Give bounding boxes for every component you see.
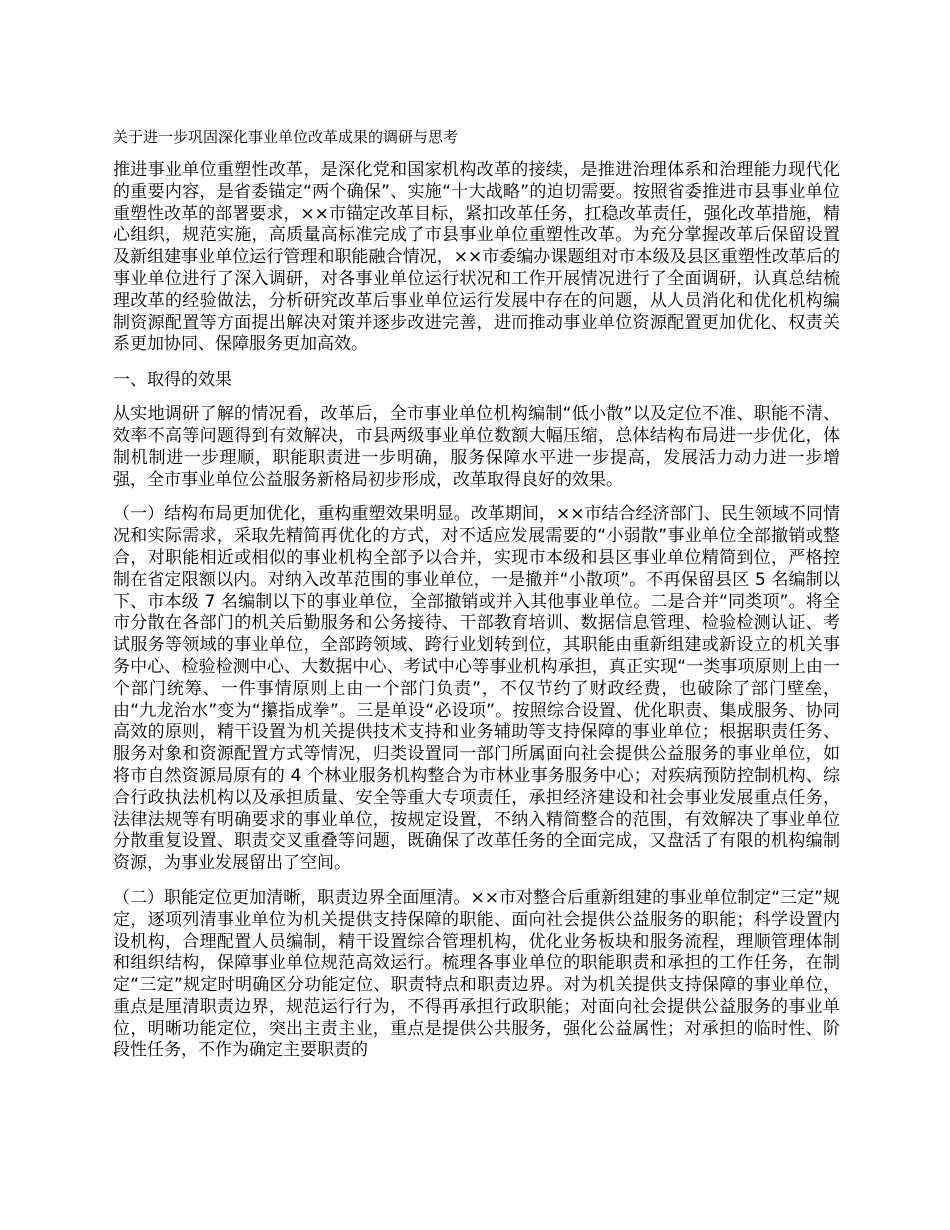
document-title: 关于进一步巩固深化事业单位改革成果的调研与思考 [113,128,459,146]
part-one-paragraph: （一）结构布局更加优化，重构重塑效果明显。改革期间，××市结合经济部门、民生领域不同情况和实际需求，采取先精简再优化的方式，对不适应发展需要的“小弱散”事业单位全部撤销或整合，对职能相近或相似的事业机构全部予以合并，实现市本级和县区事业单位精简到位，严格控制在省定限额以内。对纳入改革范围的事业单位，一是撤并“小散项”。不再保留县区 5 名编制以下、市本级 7 名编制以下的事业单位，全部撤销或并入其他事业单位。二是合并“同类项”。将全市分散在各部门的机关后勤服务和公务接待、干部教育培训、数据信息管理、检验检测认证、考试服务等领域的事业单位，全部跨领域、跨行业划转到位，其职能由重新组建或新设立的机关事务中心、检验检测中心、大数据中心、考试中心等事业机构承担，真正实现“一类事项原则上由一个部门统筹、一件事情原则上由一个部门负责”，不仅节约了财政经费，也破除了部门壁垒，由“九龙治水”变为“攥指成拳”。三是单设“必设项”。按照综合设置、优化职责、集成服务、协同高效的原则，精干设置为机关提供技术支持和业务辅助等支持保障的事业单位；根据职责任务、服务对象和资源配置方式等情况，归类设置同一部门所属面向社会提供公益服务的事业单位，如将市自然资源局原有的 4 个林业服务机构整合为市林业事务服务中心；对疾病预防控制机构、综合行政执法机构以及承担质量、安全等重大专项责任，承担经济建设和社会事业发展重点任务，法律法规等有明确要求的事业单位，按规定设置，不纳入精简整合的范围，有效解决了事业单位分散重复设置、职责交叉重叠等问题，既确保了改革任务的全面完成，又盘活了有限的机构编制资源，为事业发展留出了空间。 [113,504,840,874]
section-heading-results: 一、取得的效果 [113,370,232,391]
section-intro-paragraph: 从实地调研了解的情况看，改革后，全市事业单位机构编制“低小散”以及定位不准、职能不清、效率不高等问题得到有效解决，市县两级事业单位数额大幅压缩，总体结构布局进一步优化，体制机制进一步理顺，职能职责进一步明确，服务保障水平进一步提高，发展活力动力进一步增强，全市事业单位公益服务新格局初步形成，改革取得良好的效果。 [113,404,840,490]
intro-paragraph: 推进事业单位重塑性改革，是深化党和国家机构改革的接续，是推进治理体系和治理能力现代化的重要内容，是省委锚定“两个确保”、实施“十大战略”的迫切需要。按照省委推进市县事业单位重塑性改革的部署要求，××市锚定改革目标，紧扣改革任务，扛稳改革责任，强化改革措施，精心组织，规范实施，高质量高标准完成了市县事业单位重塑性改革。为充分掌握改革后保留设置及新组建事业单位运行管理和职能融合情况，××市委编办课题组对市本级及县区重塑性改革后的事业单位进行了深入调研，对各事业单位运行状况和工作开展情况进行了全面调研，认真总结梳理改革的经验做法，分析研究改革后事业单位运行发展中存在的问题，从人员消化和优化机构编制资源配置等方面提出解决对策并逐步改进完善，进而推动事业单位资源配置更加优化、权责关系更加协同、保障服务更加高效。 [113,160,840,355]
part-two-paragraph: （二）职能定位更加清晰，职责边界全面厘清。××市对整合后重新组建的事业单位制定“三定”规定，逐项列清事业单位为机关提供支持保障的职能、面向社会提供公益服务的职能；科学设置内设机构，合理配置人员编制，精干设置综合管理机构，优化业务板块和服务流程，理顺管理体制和组织结构，保障事业单位规范高效运行。梳理各事业单位的职能职责和承担的工作任务，在制定“三定”规定时明确区分功能定位、职责特点和职责边界。对为机关提供支持保障的事业单位，重点是厘清职责边界，规范运行行为，不得再承担行政职能；对面向社会提供公益服务的事业单位，明晰功能定位，突出主责主业，重点是提供公共服务，强化公益属性；对承担的临时性、阶段性任务，不作为确定主要职责的 [113,887,840,1061]
document-page [113,126,840,1075]
